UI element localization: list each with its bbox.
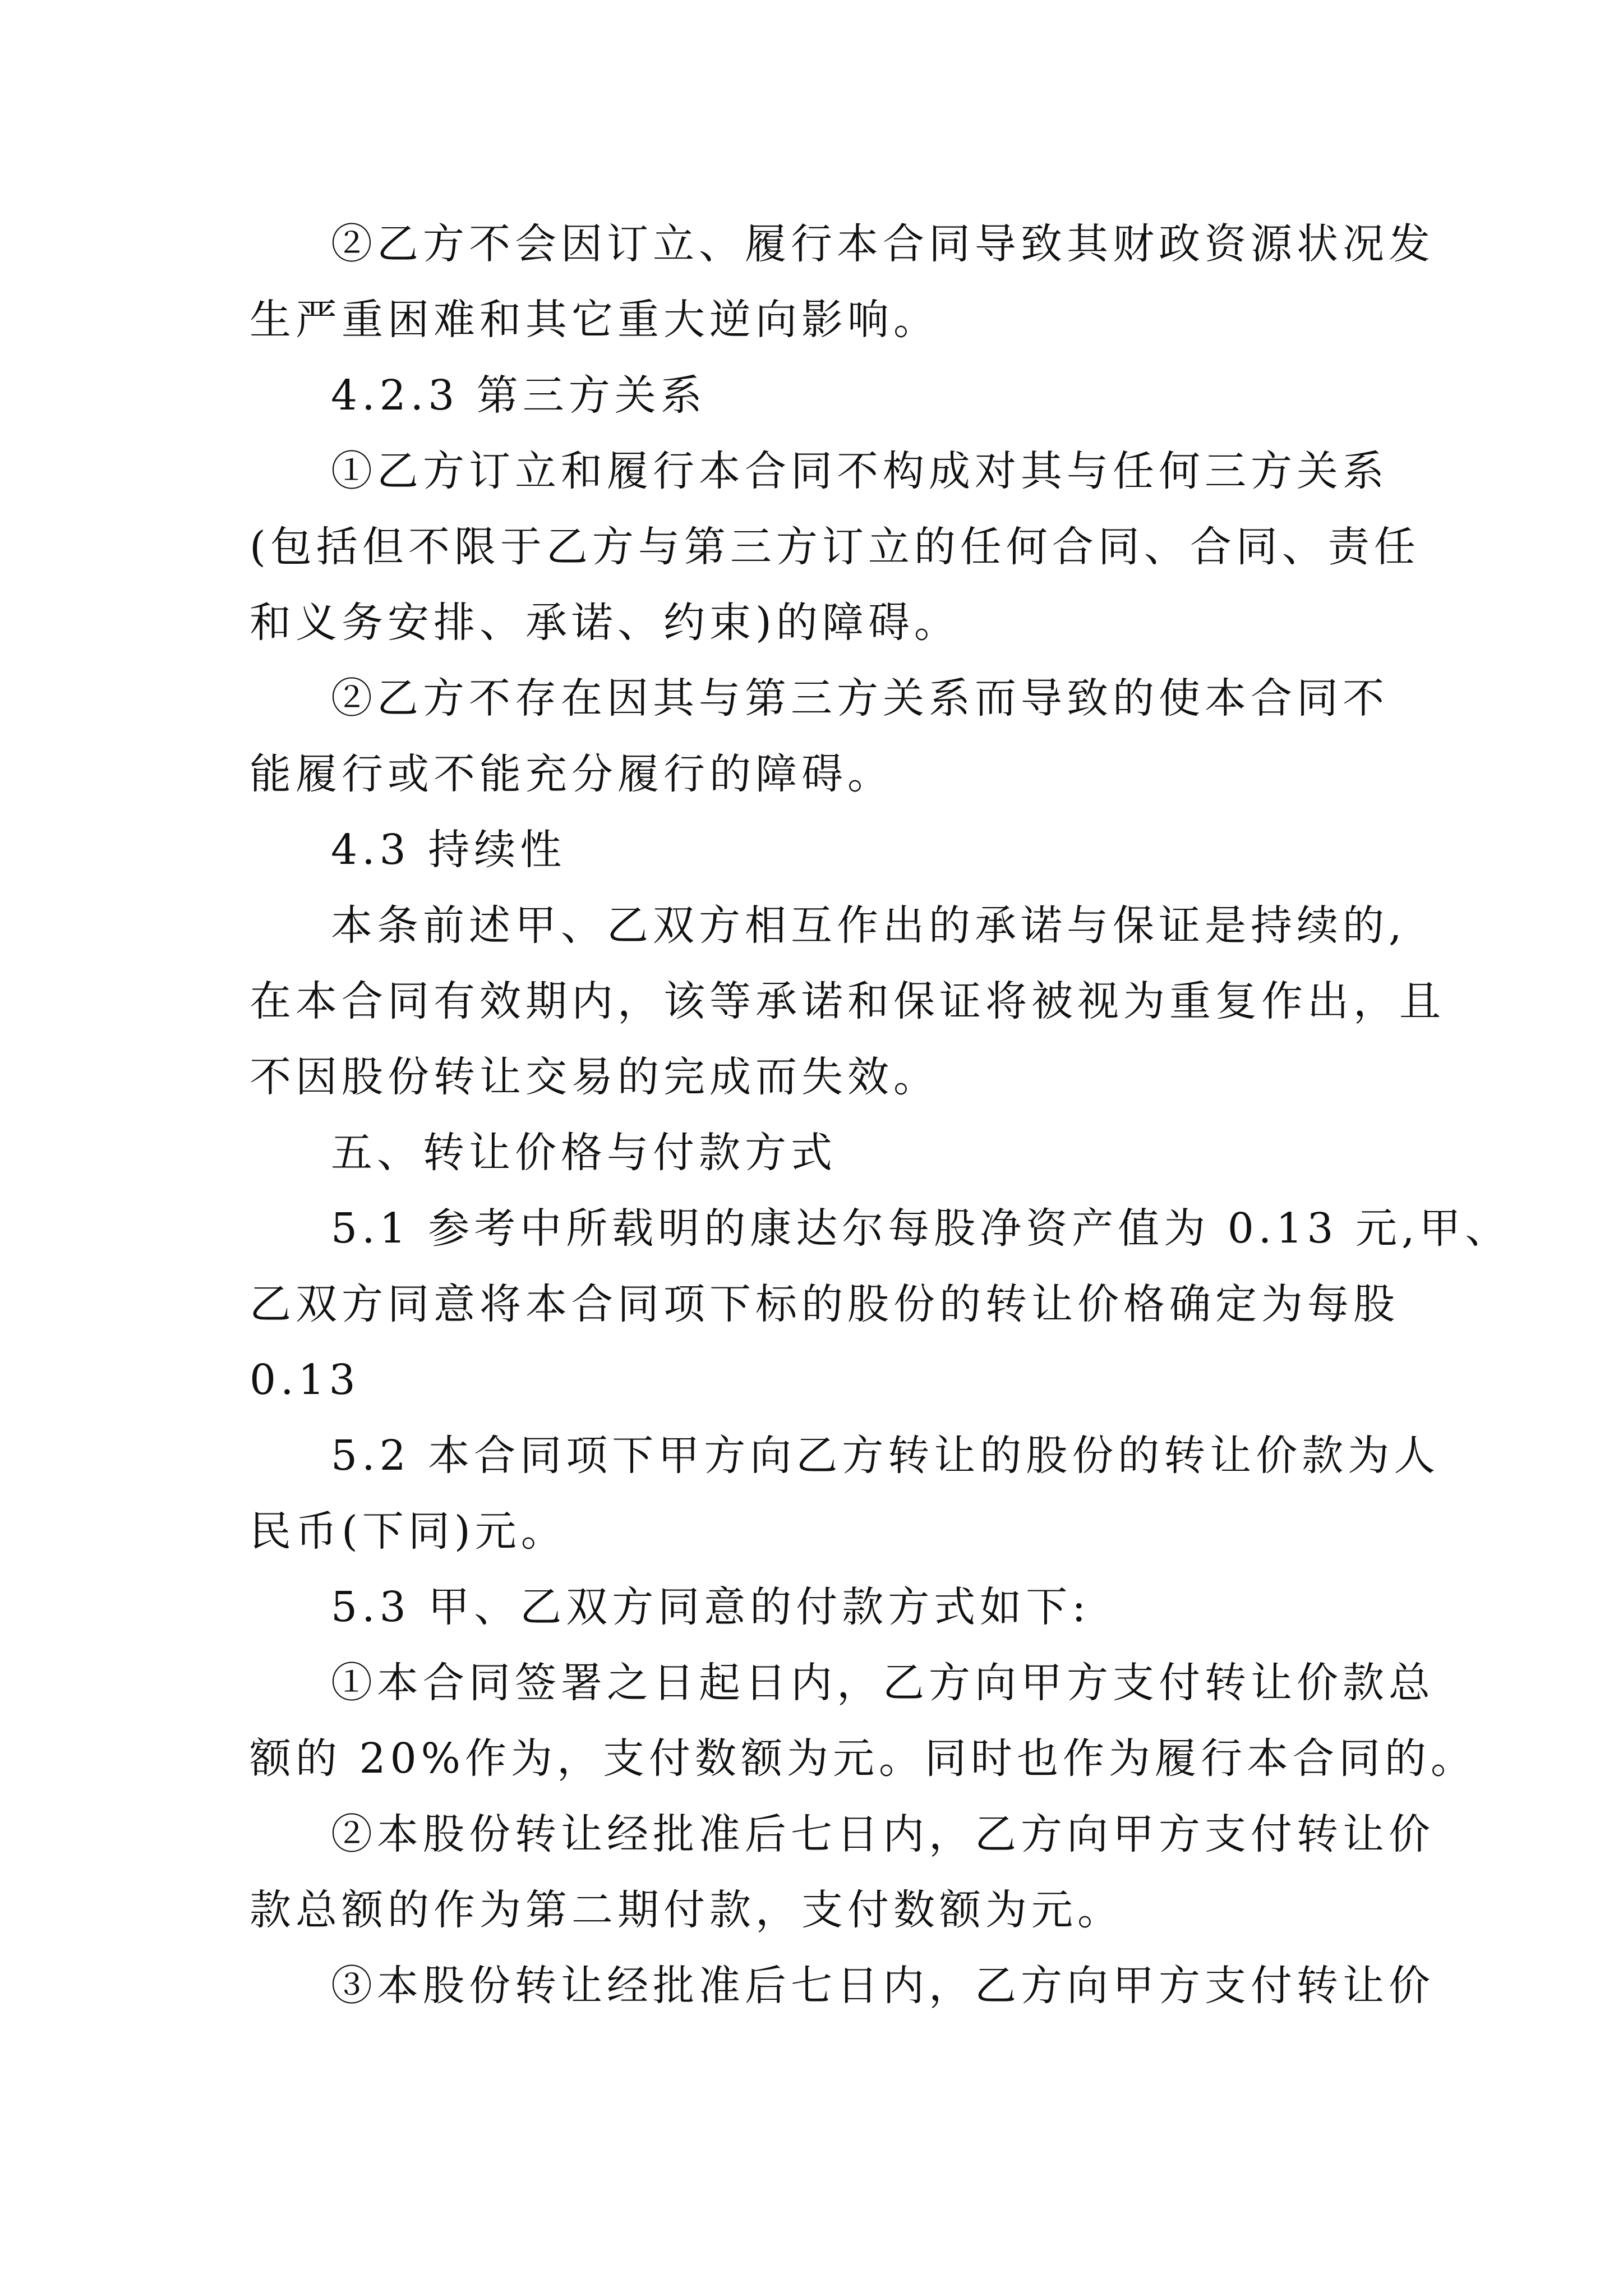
paragraph-line: 不因股份转让交易的完成而失效。 bbox=[250, 1053, 939, 1101]
paragraph-line: 款总额的作为第二期付款，支付数额为元。 bbox=[250, 1886, 1123, 1934]
paragraph-line: 5.3 甲、乙双方同意的付款方式如下: bbox=[331, 1583, 1091, 1631]
paragraph-line: 能履行或不能充分履行的障碍。 bbox=[250, 750, 893, 798]
section-heading: 五、转让价格与付款方式 bbox=[331, 1129, 837, 1177]
paragraph-line: ②乙方不存在因其与第三方关系而导致的使本合同不 bbox=[331, 674, 1389, 723]
paragraph-line: ③本股份转让经批准后七日内，乙方向甲方支付转让价 bbox=[331, 1962, 1435, 2010]
paragraph-line: 乙双方同意将本合同项下标的股份的转让价格确定为每股 bbox=[250, 1280, 1399, 1328]
paragraph-line: 生严重困难和其它重大逆向影响。 bbox=[250, 296, 939, 344]
paragraph-line: 5.1 参考中所载明的康达尔每股净资产值为 0.13 元,甲、 bbox=[331, 1204, 1511, 1253]
section-heading: 4.2.3 第三方关系 bbox=[331, 371, 707, 420]
paragraph-line: (包括但不限于乙方与第三方订立的任何合同、合同、责任 bbox=[250, 523, 1420, 571]
paragraph-line: 和义务安排、承诺、约束)的障碍。 bbox=[250, 599, 960, 647]
section-heading: 4.3 持续性 bbox=[331, 826, 566, 874]
paragraph-line: 民币(下同)元。 bbox=[250, 1507, 567, 1556]
paragraph-line: 本条前述甲、乙双方相互作出的承诺与保证是持续的, bbox=[331, 901, 1407, 950]
paragraph-line: ①本合同签署之日起日内，乙方向甲方支付转让价款总 bbox=[331, 1659, 1435, 1707]
paragraph-line: 在本合同有效期内，该等承诺和保证将被视为重复作出，且 bbox=[250, 977, 1445, 1025]
paragraph-line: ②本股份转让经批准后七日内，乙方向甲方支付转让价 bbox=[331, 1810, 1435, 1858]
paragraph-line: ①乙方订立和履行本合同不构成对其与任何三方关系 bbox=[331, 447, 1389, 495]
paragraph-line: 额的 20%作为，支付数额为元。同时也作为履行本合同的。 bbox=[250, 1734, 1477, 1783]
paragraph-line: 0.13 bbox=[250, 1356, 360, 1404]
paragraph-line: 5.2 本合同项下甲方向乙方转让的股份的转让价款为人 bbox=[331, 1432, 1440, 1480]
paragraph-line: ②乙方不会因订立、履行本合同导致其财政资源状况发 bbox=[331, 220, 1435, 268]
